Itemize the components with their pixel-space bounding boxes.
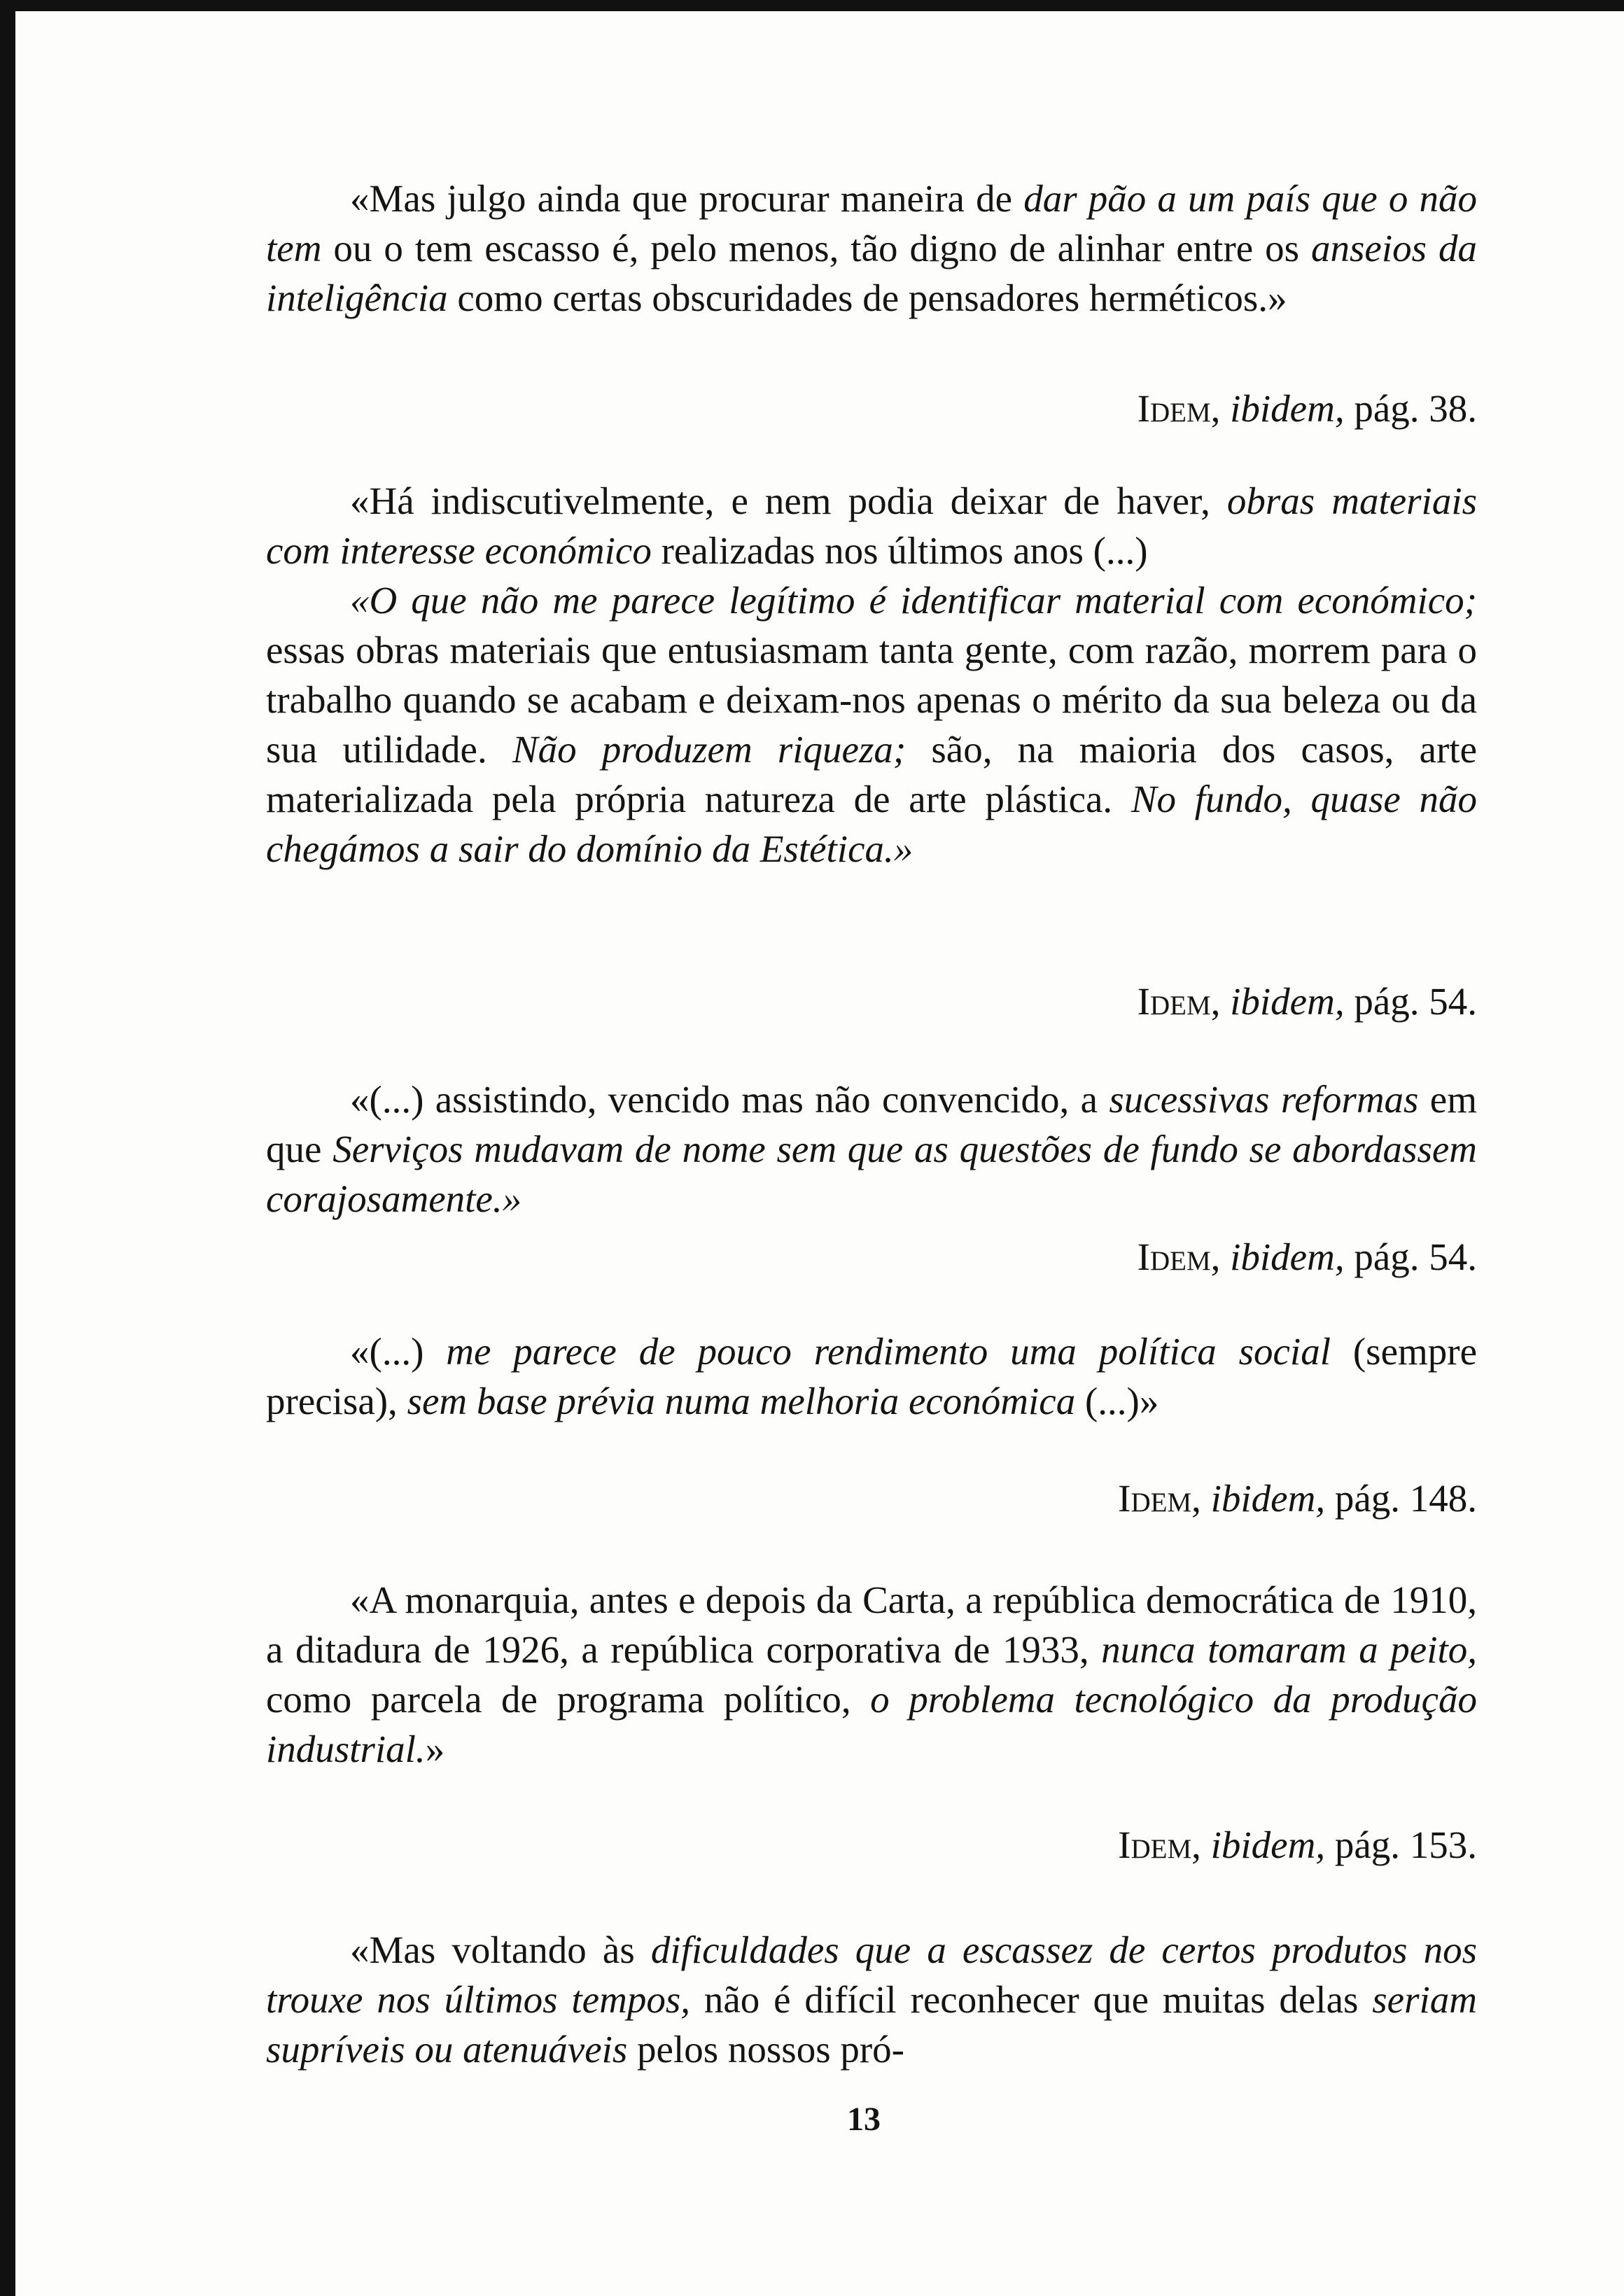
citation-page: pág. 153. [1334,1823,1477,1866]
citation-author: Idem, [1118,1477,1201,1520]
quote-1 [266,174,1477,323]
citation-work: ibidem, [1230,980,1345,1023]
text-run: » [425,1728,445,1770]
text-run: essas obras materiais que entusiasmam tanta gente, com razão, morrem para o trabalho quando se acabam e deixam-nos apenas o mérito da sua beleza ou da sua utilidade. [266,629,1477,771]
text-run: nunca tomaram a peito, [1101,1628,1478,1671]
citation-author: Idem, [1137,387,1221,430]
quote-4-paragraph-1 [266,1326,1477,1426]
page-left-border [0,0,15,2296]
citation-work: ibidem, [1210,1823,1326,1866]
text-run: Não produzem riqueza; [512,728,906,771]
text-run: me parece de pouco rendimento uma política social [446,1330,1331,1373]
quote-3 [266,1074,1477,1224]
citation-3 [1138,1232,1477,1282]
text-run: «Mas voltando às [350,1928,651,1971]
citation-work: ibidem, [1230,1236,1345,1278]
text-run: «A monarquia, antes e depois da Carta, a república democrática de 1910, a ditadura de 1926, a república corporativa de 1933, [266,1578,1477,1671]
text-run: como parcela de programa político, [266,1678,871,1721]
quote-2 [266,476,1477,874]
citation-page: pág. 38. [1354,387,1477,430]
text-run: seriam supríveis ou atenuáveis [266,1978,1477,2071]
page-top-border [0,0,1624,11]
text-run: não é difícil reconhecer que muitas delas [690,1978,1373,2021]
quote-4 [266,1326,1477,1426]
citation-work: ibidem, [1210,1477,1326,1520]
quote-5-paragraph-1 [266,1575,1477,1774]
text-run: obras materiais com interesse económico [266,479,1477,572]
citation-author: Idem, [1137,1236,1221,1278]
citation-page: pág. 54. [1354,1236,1477,1278]
citation-4 [1118,1474,1477,1523]
text-run: «(...) [350,1330,447,1373]
text-run: dificuldades que a escassez de certos produtos nos trouxe nos últimos tempos, [266,1928,1477,2021]
quote-1-paragraph-1 [266,174,1477,323]
quote-6 [266,1925,1477,2074]
quote-6-paragraph-1 [266,1925,1477,2074]
citation-1 [1138,384,1477,433]
citation-author: Idem, [1118,1823,1201,1866]
text-run: pelos nossos pró- [627,2028,904,2071]
text-run: dar pão a um país que o não tem [266,177,1477,270]
citation-author: Idem, [1137,980,1221,1023]
citation-work: ibidem, [1230,387,1345,430]
citation-2 [1138,976,1477,1026]
text-run: são, na maioria dos casos, arte materializada pela própria natureza de arte plástica. [266,728,1477,820]
text-run: realizadas nos últimos anos (...) [651,529,1148,572]
quote-3-paragraph-1 [266,1074,1477,1224]
quote-5 [266,1575,1477,1774]
text-run: Serviços mudavam de nome sem que as questões de fundo se abordassem corajosamente.» [266,1128,1477,1220]
text-run: «(...) assistindo, vencido mas não convencido, a [350,1078,1110,1121]
quote-2-paragraph-1 [266,476,1477,575]
text-run: ou o tem escasso é, pelo menos, tão digno de alinhar entre os [321,227,1312,270]
text-run: em que [266,1078,1477,1170]
citation-page: pág. 148. [1334,1477,1477,1520]
citation-page: pág. 54. [1354,980,1477,1023]
page-number: 13 [847,2101,881,2138]
text-run: «O que não me parece legítimo é identificar material com económico; [350,579,1477,622]
text-run: anseios da inteligência [266,227,1478,319]
text-run: sem base prévia numa melhoria económica [407,1380,1076,1422]
text-run: (...)» [1075,1380,1159,1422]
text-run: sucessivas reformas [1109,1078,1419,1121]
text-run: No fundo, quase não chegámos a sair do domínio da Estética.» [266,778,1478,870]
quote-2-paragraph-2 [266,575,1477,874]
text-run: (sempre precisa), [266,1330,1477,1422]
text-run: o problema tecnológico da produção industrial. [266,1678,1477,1770]
citation-5 [1118,1820,1477,1870]
text-run: «Mas julgo ainda que procurar maneira de [350,177,1024,220]
text-run: como certas obscuridades de pensadores herméticos.» [447,276,1287,319]
text-run: «Há indiscutivelmente, e nem podia deixar de haver, [350,479,1227,522]
